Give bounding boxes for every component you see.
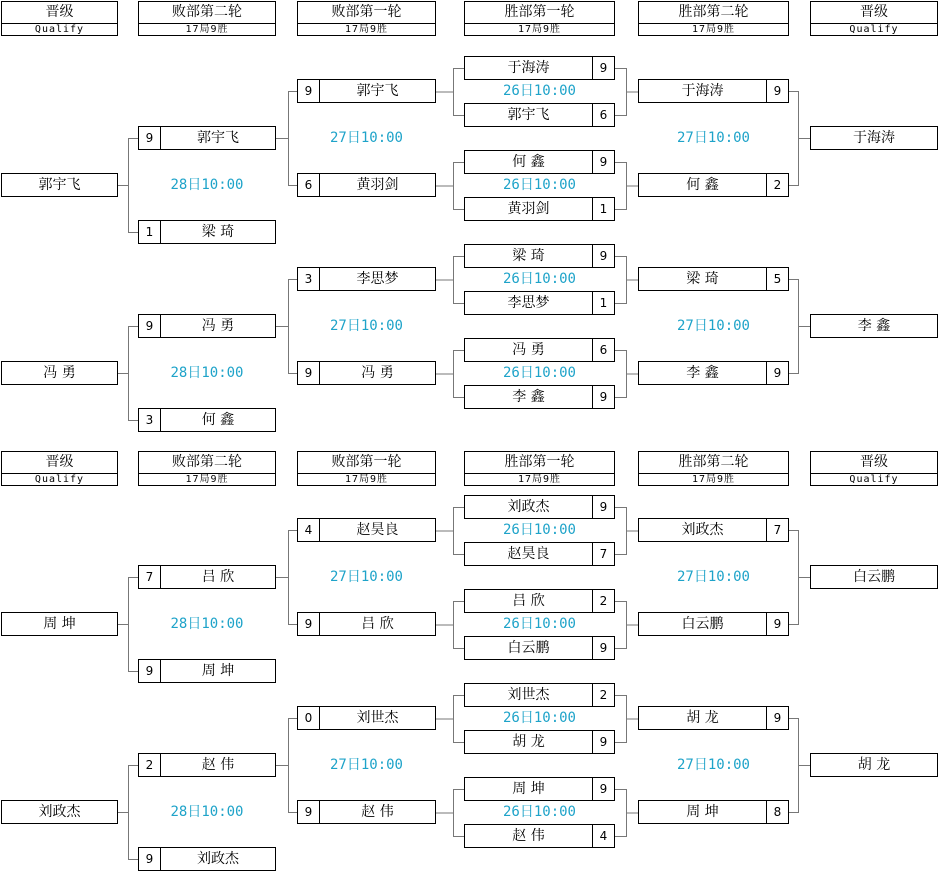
- player-score: 2: [592, 684, 614, 706]
- player-name: 于海涛: [507, 60, 550, 76]
- player-name: 何 鑫: [512, 154, 545, 170]
- player-name: 冯 勇: [201, 318, 235, 334]
- player-slot[interactable]: [638, 706, 789, 730]
- player-slot[interactable]: [464, 56, 615, 80]
- player-name: 吕 欣: [512, 593, 545, 609]
- player-slot[interactable]: [138, 565, 276, 589]
- column-header-title: 晋级: [2, 2, 117, 24]
- qualify-slot[interactable]: [810, 126, 938, 150]
- player-slot[interactable]: [464, 824, 615, 848]
- column-header-subtitle: 17局9胜: [517, 474, 562, 485]
- match-time: 26日10:00: [502, 83, 576, 99]
- player-slot[interactable]: [138, 659, 276, 683]
- player-name: 赵 伟: [512, 828, 545, 844]
- player-name: 胡 龙: [686, 710, 719, 726]
- qualify-slot[interactable]: [1, 173, 118, 197]
- column-header-subtitle: Qualify: [34, 24, 85, 35]
- player-slot[interactable]: [464, 683, 615, 707]
- player-name: 郭宇飞: [356, 83, 399, 99]
- player-name: 周 坤: [43, 616, 76, 632]
- player-name: 赵昊良: [356, 522, 399, 538]
- match-time: 26日10:00: [502, 522, 576, 538]
- player-name: 刘政杰: [681, 522, 724, 538]
- match-time: 27日10:00: [329, 569, 403, 585]
- column-header-subtitle: Qualify: [34, 474, 85, 485]
- player-score: 9: [766, 80, 788, 102]
- player-score: 9: [298, 801, 320, 823]
- column-header-subtitle: 17局9胜: [185, 474, 229, 485]
- player-score: 7: [766, 519, 788, 541]
- player-name: 冯 勇: [361, 365, 394, 381]
- column-header: [638, 1, 789, 36]
- player-slot[interactable]: [297, 173, 436, 197]
- column-header-title: 胜部第二轮: [639, 2, 788, 24]
- player-name: 刘世杰: [356, 710, 399, 726]
- player-slot[interactable]: [297, 612, 436, 636]
- player-score: 9: [592, 386, 614, 408]
- qualify-slot[interactable]: [1, 612, 118, 636]
- player-score: 9: [766, 362, 788, 384]
- column-header-subtitle: 17局9胜: [517, 24, 562, 35]
- player-score: 3: [139, 409, 161, 431]
- player-name: 于海涛: [853, 130, 895, 146]
- column-header-title: 胜部第一轮: [465, 2, 614, 24]
- player-name: 刘政杰: [507, 499, 550, 515]
- match-time: 27日10:00: [676, 569, 750, 585]
- column-header: [138, 1, 276, 36]
- player-score: 7: [592, 543, 614, 565]
- player-score: 1: [139, 221, 161, 243]
- column-header-subtitle: Qualify: [849, 24, 899, 35]
- player-name: 李 鑫: [512, 389, 545, 405]
- player-score: 7: [139, 566, 161, 588]
- player-score: 3: [298, 268, 320, 290]
- column-header-title: 晋级: [811, 452, 937, 474]
- player-slot[interactable]: [464, 291, 615, 315]
- column-header: [297, 451, 436, 486]
- player-name: 吕 欣: [361, 616, 394, 632]
- player-name: 李思梦: [356, 271, 399, 287]
- player-slot[interactable]: [638, 518, 789, 542]
- player-slot[interactable]: [297, 706, 436, 730]
- player-score: 5: [766, 268, 788, 290]
- player-name: 李 鑫: [686, 365, 719, 381]
- column-header-title: 败部第一轮: [298, 2, 435, 24]
- qualify-slot[interactable]: [810, 753, 938, 777]
- match-time: 26日10:00: [502, 177, 576, 193]
- player-name: 梁 琦: [686, 271, 719, 287]
- match-time: 27日10:00: [329, 130, 403, 146]
- player-slot[interactable]: [297, 79, 436, 103]
- player-slot[interactable]: [138, 847, 276, 871]
- player-name: 郭宇飞: [507, 107, 550, 123]
- column-header-subtitle: Qualify: [849, 474, 899, 485]
- qualify-slot[interactable]: [1, 361, 118, 385]
- column-header: [810, 1, 938, 36]
- column-header-title: 败部第一轮: [298, 452, 435, 474]
- column-header-subtitle: 17局9胜: [344, 24, 389, 35]
- player-slot[interactable]: [297, 267, 436, 291]
- player-slot[interactable]: [638, 361, 789, 385]
- player-slot[interactable]: [638, 267, 789, 291]
- player-score: 1: [592, 292, 614, 314]
- player-slot[interactable]: [464, 150, 615, 174]
- player-name: 胡 龙: [857, 757, 891, 773]
- column-header-subtitle: 17局9胜: [344, 474, 389, 485]
- player-slot[interactable]: [138, 220, 276, 244]
- column-header-subtitle: 17局9胜: [185, 24, 229, 35]
- match-time: 27日10:00: [676, 130, 750, 146]
- player-score: 9: [766, 707, 788, 729]
- column-header-title: 晋级: [2, 452, 117, 474]
- player-slot[interactable]: [138, 753, 276, 777]
- player-name: 何 鑫: [201, 412, 235, 428]
- player-slot[interactable]: [297, 800, 436, 824]
- column-header: [464, 1, 615, 36]
- player-name: 周 坤: [686, 804, 719, 820]
- player-name: 吕 欣: [201, 569, 235, 585]
- player-name: 黄羽剑: [507, 201, 550, 217]
- player-score: 9: [139, 660, 161, 682]
- match-time: 27日10:00: [329, 318, 403, 334]
- player-score: 9: [592, 57, 614, 79]
- player-slot[interactable]: [464, 636, 615, 660]
- player-name: 赵昊良: [507, 546, 550, 562]
- player-slot[interactable]: [464, 385, 615, 409]
- match-time: 26日10:00: [502, 804, 576, 820]
- player-name: 刘政杰: [197, 851, 239, 867]
- player-name: 胡 龙: [512, 734, 545, 750]
- player-name: 冯 勇: [43, 365, 76, 381]
- player-name: 何 鑫: [686, 177, 719, 193]
- column-header-title: 晋级: [811, 2, 937, 24]
- column-header: [638, 451, 789, 486]
- match-time: 27日10:00: [676, 757, 750, 773]
- player-score: 4: [592, 825, 614, 847]
- player-slot[interactable]: [464, 730, 615, 754]
- qualify-slot[interactable]: [810, 565, 938, 589]
- player-slot[interactable]: [464, 338, 615, 362]
- player-name: 黄羽剑: [356, 177, 399, 193]
- match-time: 27日10:00: [676, 318, 750, 334]
- match-time: 28日10:00: [170, 804, 244, 820]
- player-name: 白云鹏: [507, 640, 550, 656]
- player-score: 6: [592, 339, 614, 361]
- qualify-slot[interactable]: [810, 314, 938, 338]
- player-name: 郭宇飞: [38, 177, 81, 193]
- player-score: 2: [766, 174, 788, 196]
- player-score: 2: [139, 754, 161, 776]
- player-name: 赵 伟: [201, 757, 235, 773]
- player-name: 李 鑫: [857, 318, 891, 334]
- player-score: 9: [298, 613, 320, 635]
- player-score: 4: [298, 519, 320, 541]
- match-time: 26日10:00: [502, 616, 576, 632]
- player-score: 9: [139, 315, 161, 337]
- match-time: 26日10:00: [502, 365, 576, 381]
- player-score: 9: [298, 362, 320, 384]
- player-slot[interactable]: [464, 495, 615, 519]
- player-name: 周 坤: [512, 781, 545, 797]
- player-slot[interactable]: [464, 589, 615, 613]
- column-header-title: 胜部第二轮: [639, 452, 788, 474]
- player-score: 9: [592, 496, 614, 518]
- player-slot[interactable]: [138, 408, 276, 432]
- player-slot[interactable]: [464, 244, 615, 268]
- player-score: 9: [298, 80, 320, 102]
- player-name: 赵 伟: [361, 804, 394, 820]
- player-slot[interactable]: [464, 542, 615, 566]
- column-header: [464, 451, 615, 486]
- qualify-slot[interactable]: [1, 800, 118, 824]
- player-score: 1: [592, 198, 614, 220]
- player-name: 冯 勇: [512, 342, 545, 358]
- player-score: 9: [592, 245, 614, 267]
- player-name: 刘政杰: [38, 804, 81, 820]
- match-time: 28日10:00: [170, 177, 244, 193]
- player-score: 9: [592, 637, 614, 659]
- player-score: 9: [139, 848, 161, 870]
- match-time: 26日10:00: [502, 271, 576, 287]
- player-name: 梁 琦: [512, 248, 545, 264]
- player-score: 6: [298, 174, 320, 196]
- player-name: 白云鹏: [681, 616, 724, 632]
- column-header-title: 胜部第一轮: [465, 452, 614, 474]
- column-header: [810, 451, 938, 486]
- player-score: 2: [592, 590, 614, 612]
- player-name: 梁 琦: [201, 224, 235, 240]
- column-header-title: 败部第二轮: [139, 452, 275, 474]
- player-score: 0: [298, 707, 320, 729]
- player-score: 9: [766, 613, 788, 635]
- column-header: [1, 451, 118, 486]
- match-time: 28日10:00: [170, 616, 244, 632]
- player-slot[interactable]: [638, 800, 789, 824]
- player-slot[interactable]: [464, 777, 615, 801]
- column-header: [1, 1, 118, 36]
- player-score: 8: [766, 801, 788, 823]
- match-time: 27日10:00: [329, 757, 403, 773]
- player-slot[interactable]: [638, 612, 789, 636]
- column-header-title: 败部第二轮: [139, 2, 275, 24]
- player-score: 9: [139, 127, 161, 149]
- player-score: 6: [592, 104, 614, 126]
- column-header-subtitle: 17局9胜: [691, 474, 736, 485]
- player-slot[interactable]: [464, 103, 615, 127]
- player-name: 刘世杰: [507, 687, 550, 703]
- player-score: 9: [592, 151, 614, 173]
- match-time: 28日10:00: [170, 365, 244, 381]
- player-name: 于海涛: [681, 83, 724, 99]
- player-name: 李思梦: [507, 295, 550, 311]
- player-slot[interactable]: [464, 197, 615, 221]
- player-slot[interactable]: [297, 518, 436, 542]
- column-header: [297, 1, 436, 36]
- player-slot[interactable]: [297, 361, 436, 385]
- match-time: 26日10:00: [502, 710, 576, 726]
- player-slot[interactable]: [138, 314, 276, 338]
- player-name: 白云鹏: [853, 569, 895, 585]
- player-score: 9: [592, 731, 614, 753]
- player-name: 周 坤: [201, 663, 235, 679]
- player-slot[interactable]: [638, 173, 789, 197]
- column-header: [138, 451, 276, 486]
- player-slot[interactable]: [138, 126, 276, 150]
- player-name: 郭宇飞: [197, 130, 239, 146]
- player-score: 9: [592, 778, 614, 800]
- player-slot[interactable]: [638, 79, 789, 103]
- column-header-subtitle: 17局9胜: [691, 24, 736, 35]
